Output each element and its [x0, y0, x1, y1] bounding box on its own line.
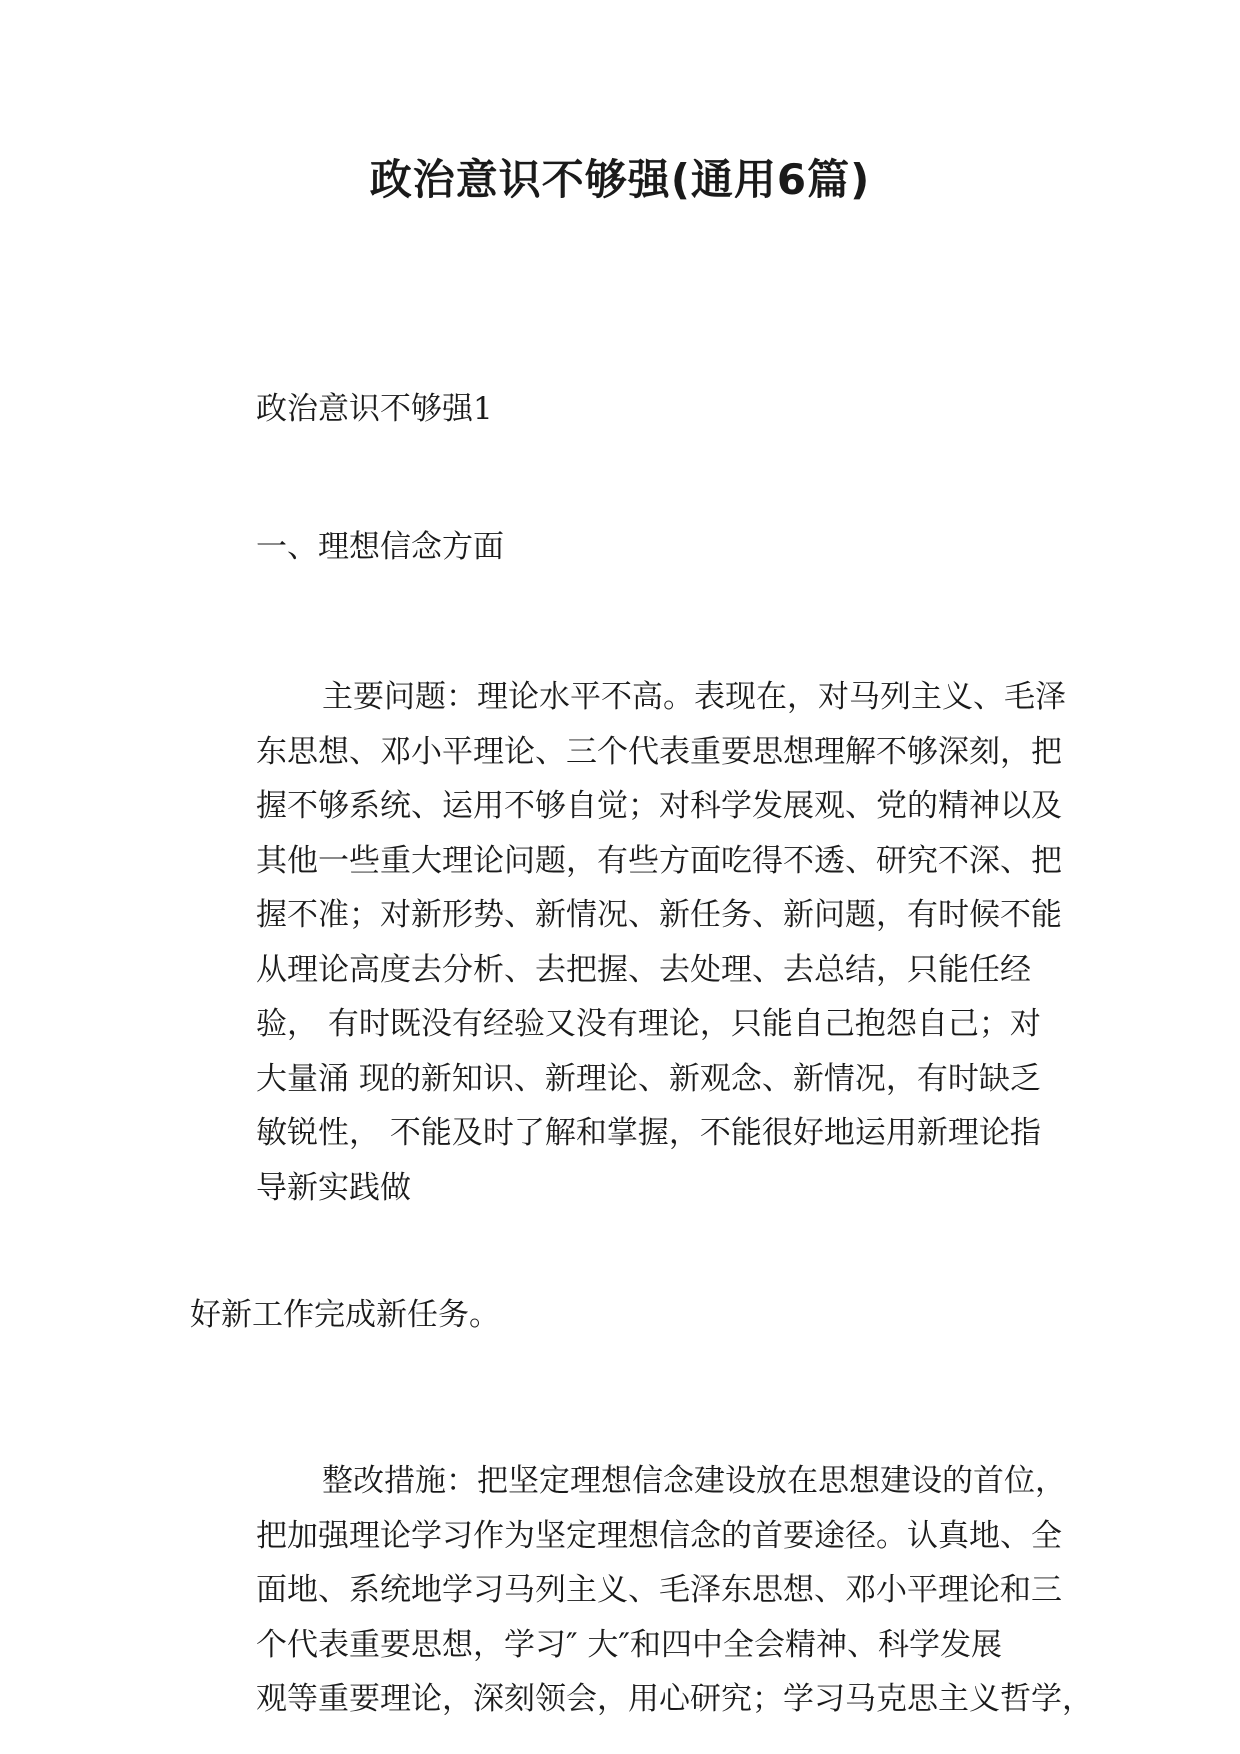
- paragraph-tail: 好新工作完成新任务。: [190, 1297, 500, 1333]
- paragraph-line: 面地、系统地学习马列主义、毛泽东思想、邓小平理论和三: [256, 1572, 1062, 1608]
- paragraph-line: 敏锐性， 不能及时了解和掌握，不能很好地运用新理论指: [256, 1115, 1041, 1151]
- paragraph-line: 主要问题：理论水平不高。表现在，对马列主义、毛泽: [322, 679, 1066, 715]
- paragraph-line: 握不够系统、运用不够自觉；对科学发展观、党的精神以及: [256, 788, 1062, 824]
- paragraph-line: 导新实践做: [256, 1169, 411, 1206]
- paragraph-main-problem: [190, 670, 1066, 1215]
- paragraph-line: 个代表重要思想，学习″ 大″和四中全会精神、科学发展: [256, 1626, 1003, 1663]
- paragraph-line: 验， 有时既没有经验又没有理论，只能自己抱怨自己；对: [256, 1006, 1041, 1042]
- paragraph-line: 东思想、邓小平理论、三个代表重要思想理解不够深刻，把: [256, 733, 1062, 770]
- document-title: 政治意识不够强(通用6篇): [369, 155, 871, 204]
- paragraph-line: 把加强理论学习作为坚定理想信念的首要途径。认真地、全: [256, 1517, 1062, 1554]
- paragraph-rectification: [190, 1454, 1093, 1727]
- paragraph-line: 观等重要理论，深刻领会，用心研究；学习马克思主义哲学，: [256, 1681, 1093, 1717]
- paragraph-line: 从理论高度去分析、去把握、去处理、去总结，只能任经: [256, 951, 1031, 988]
- subheading: 一、理想信念方面: [256, 529, 504, 565]
- paragraph-line: 握不准；对新形势、新情况、新任务、新问题，有时候不能: [256, 897, 1062, 933]
- paragraph-line: 整改措施：把坚定理想信念建设放在思想建设的首位，: [322, 1463, 1066, 1499]
- section-heading: 政治意识不够强1: [256, 391, 493, 427]
- paragraph-line: 大量涌 现的新知识、新理论、新观念、新情况，有时缺乏: [256, 1060, 1041, 1097]
- paragraph-line: 其他一些重大理论问题，有些方面吃得不透、研究不深、把: [256, 842, 1062, 879]
